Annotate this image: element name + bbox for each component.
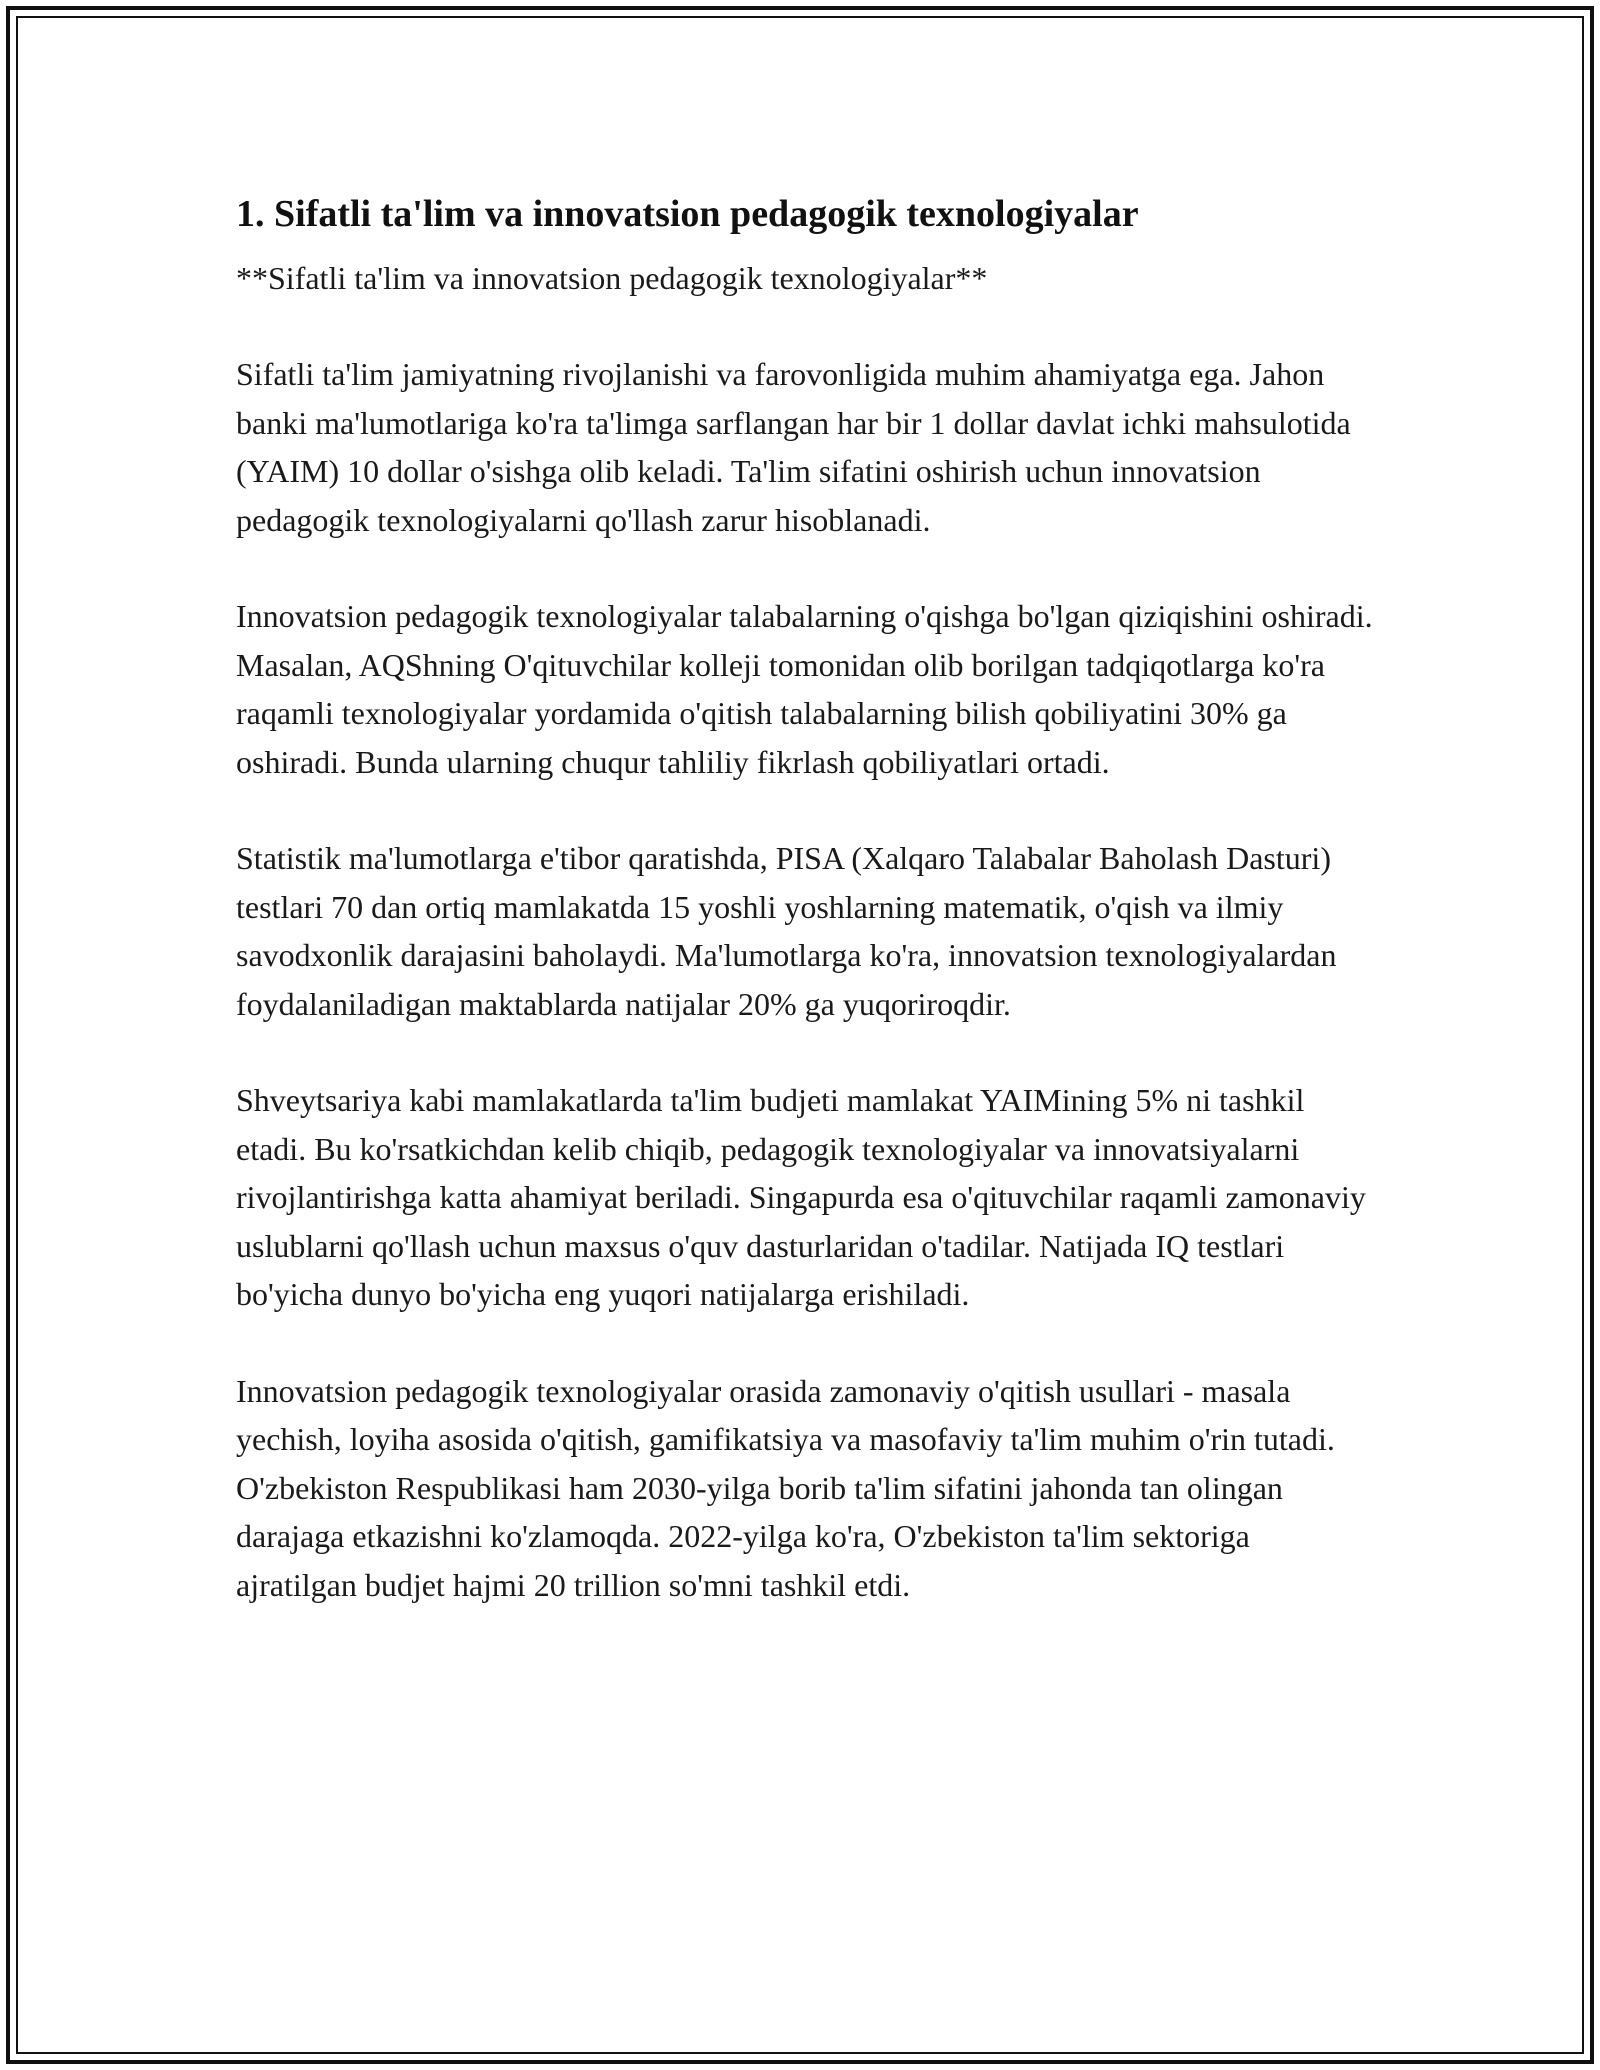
document-body [236, 186, 1376, 1609]
paragraph-pisa-statistics: Statistik ma'lumotlarga e'tibor qaratishda, PISA (Xalqaro Talabalar Baholash Dasturi) testlari 70 dan ortiq mamlakatda 15 yoshli yoshlarning matematik, o'qish va ilmiy savodxonlik darajasini baholaydi. Ma'lumotlarga ko'ra, innovatsion texnologiyalardan foydalaniladigan maktablarda natijalar 20% ga yuqoriroqdir. [236, 840, 1337, 1022]
document-title: 1. Sifatli ta'lim va innovatsion pedagogik texnologiyalar [236, 193, 1139, 235]
paragraph-quality-education: Sifatli ta'lim jamiyatning rivojlanishi va farovonligida muhim ahamiyatga ega. Jahon banki ma'lumotlariga ko'ra ta'limga sarflangan har bir 1 dollar davlat ichki mahsulotida (YAIM) 10 dollar o'sishga olib keladi. Ta'lim sifatini oshirish uchun innovatsion pedagogik texnologiyalarni qo'llash zarur hisoblanadi. [236, 356, 1351, 538]
document-subtitle: **Sifatli ta'lim va innovatsion pedagogik texnologiyalar** [236, 260, 988, 296]
paragraph-teaching-methods: Innovatsion pedagogik texnologiyalar orasida zamonaviy o'qitish usullari - masala yechish, loyiha asosida o'qitish, gamifikatsiya va masofaviy ta'lim muhim o'rin tutadi. O'zbekiston Respublikasi ham 2030-yilga borib ta'lim sifatini jahonda tan olingan darajaga etkazishni ko'zlamoqda. 2022-yilga ko'ra, O'zbekiston ta'lim sektoriga ajratilgan budjet hajmi 20 trillion so'mni tashkil etdi. [236, 1372, 1335, 1603]
paragraph-student-interest: Innovatsion pedagogik texnologiyalar talabalarning o'qishga bo'lgan qiziqishini oshiradi. Masalan, AQShning O'qituvchilar kolleji tomonidan olib borilgan tadqiqotlarga ko'ra raqamli texnologiyalar yordamida o'qitish talabalarning bilish qobiliyatini 30% ga oshiradi. Bunda ularning chuqur tahliliy fikrlash qobiliyatlari ortadi. [236, 598, 1373, 780]
paragraph-education-budget: Shveytsariya kabi mamlakatlarda ta'lim budjeti mamlakat YAIMining 5% ni tashkil etadi. Bu ko'rsatkichdan kelib chiqib, pedagogik texnologiyalar va innovatsiyalarni rivojlantirishga katta ahamiyat beriladi. Singapurda esa o'qituvchilar raqamli zamonaviy uslublarni qo'llash uchun maxsus o'quv dasturlaridan o'tadilar. Natijada IQ testlari bo'yicha dunyo bo'yicha eng yuqori natijalarga erishiladi. [236, 1082, 1366, 1312]
